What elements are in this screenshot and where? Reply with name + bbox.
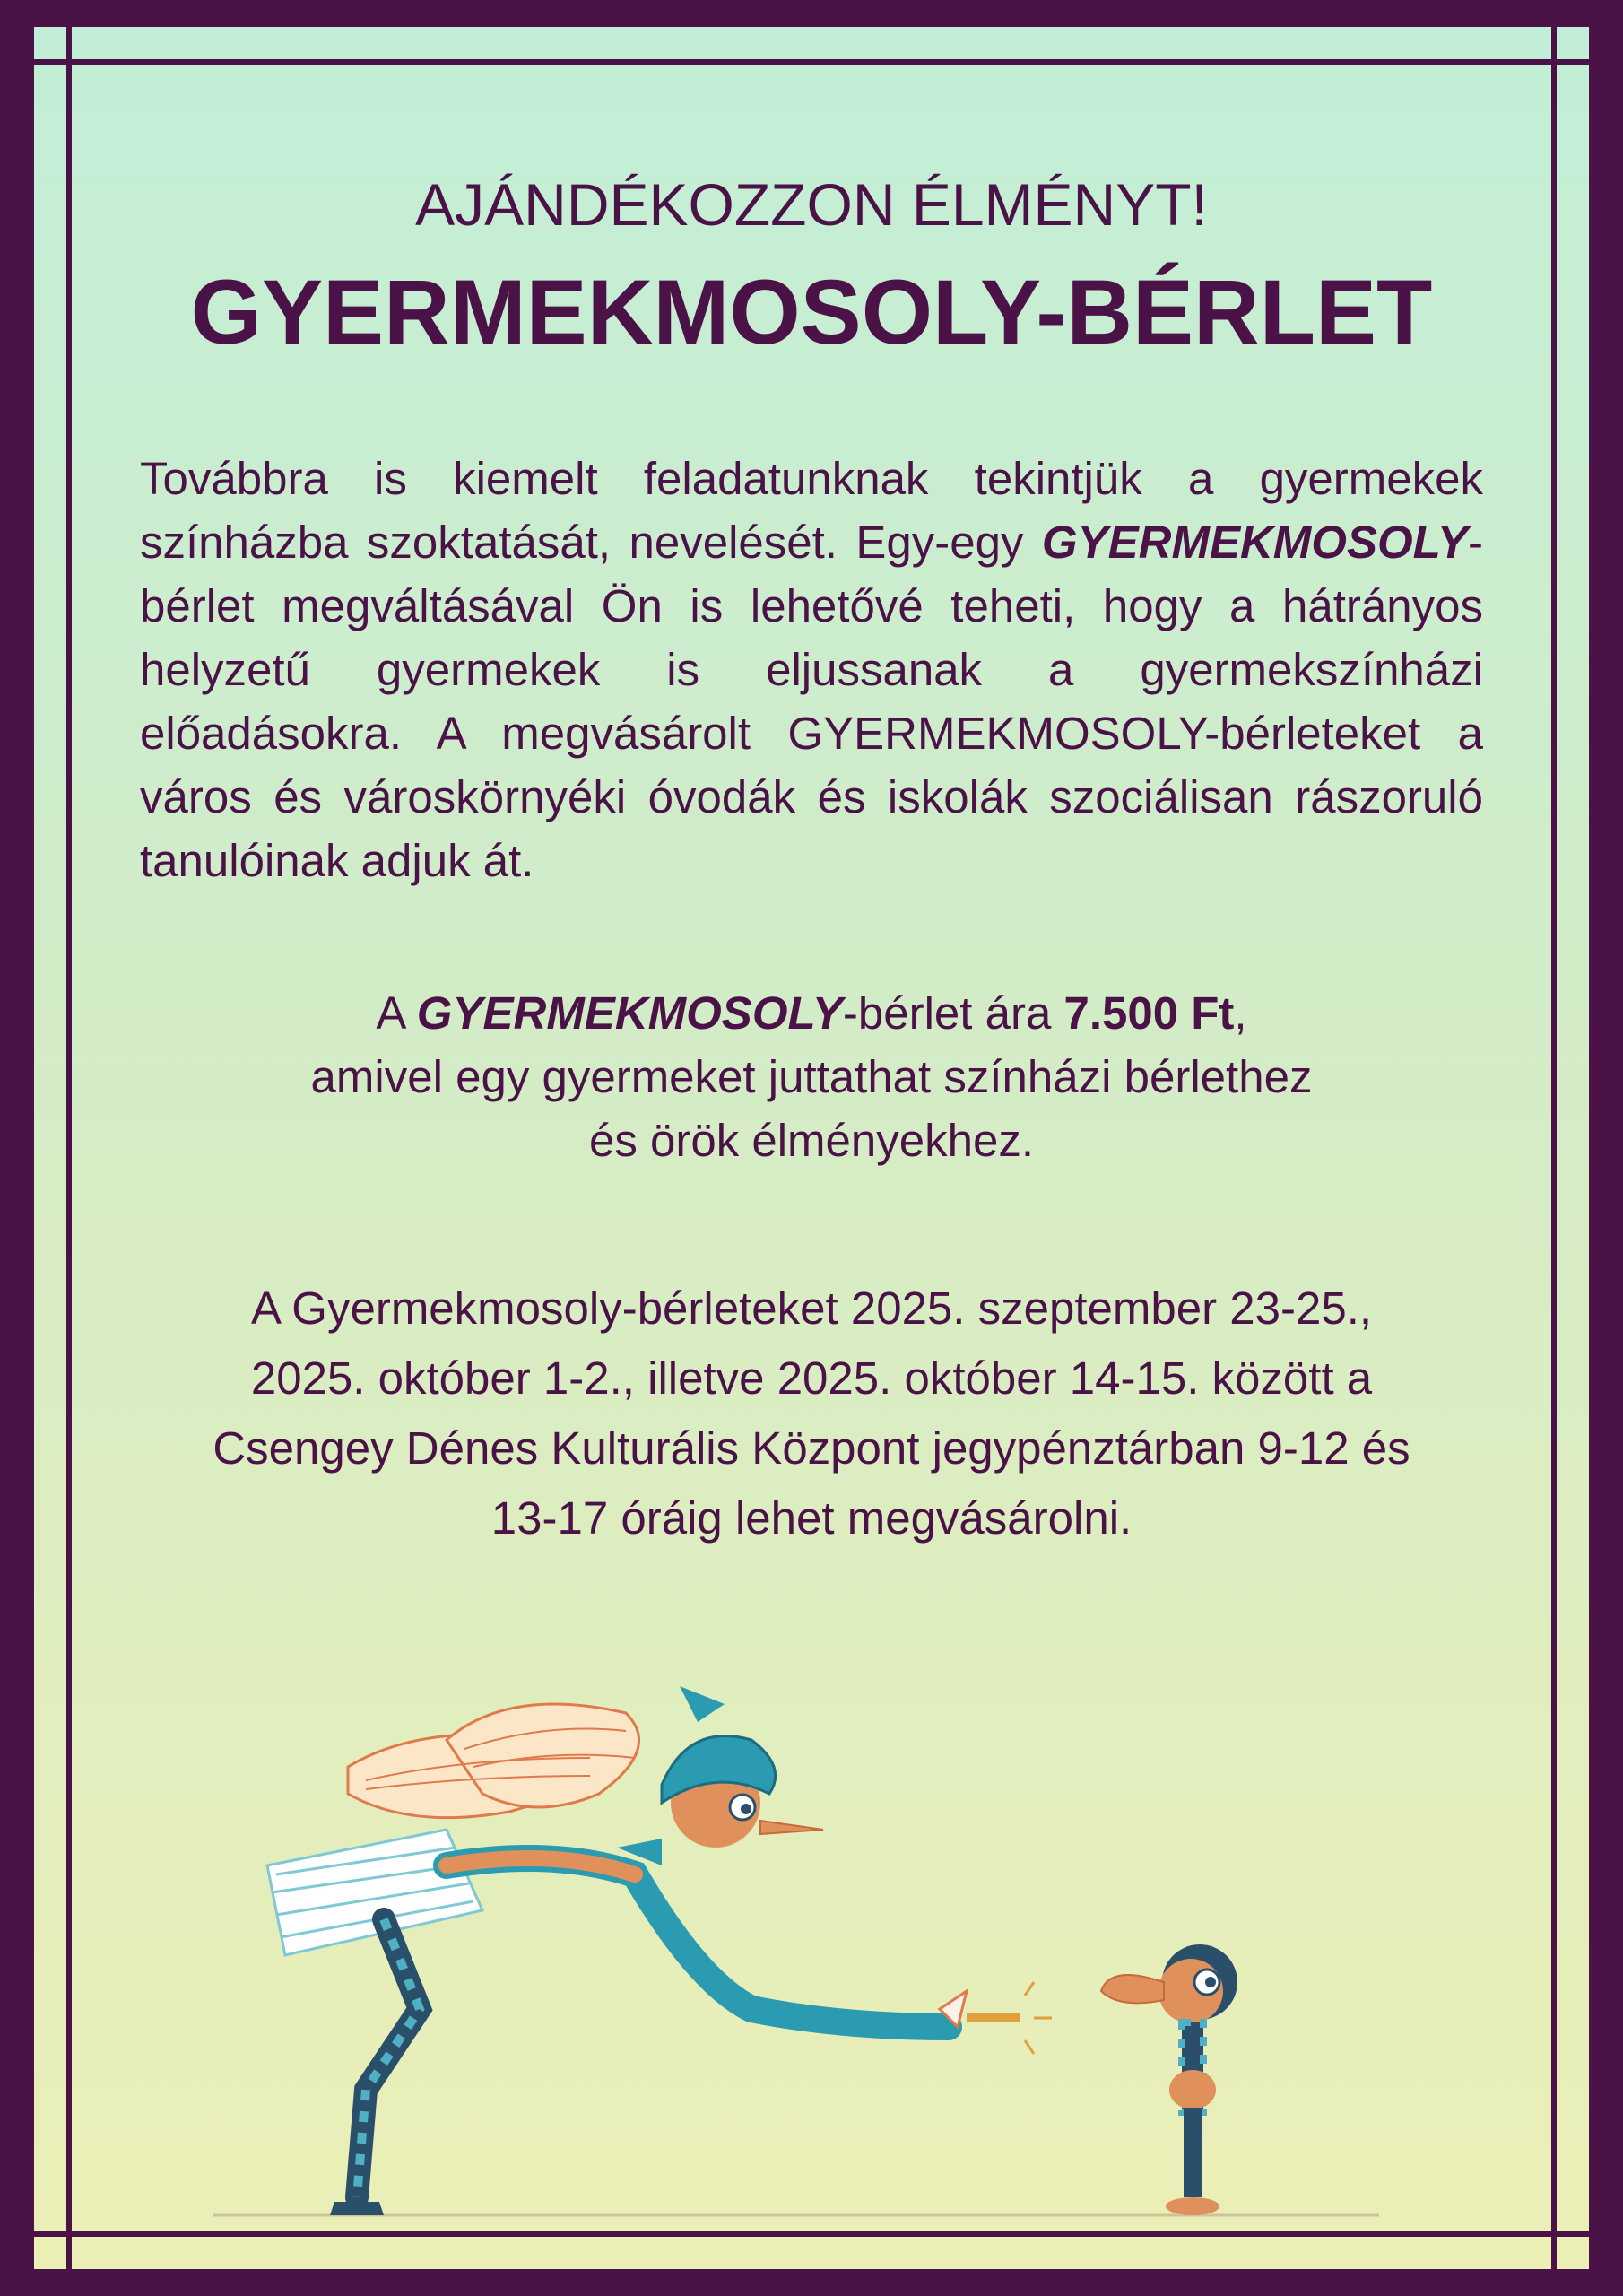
sale-line-3: Csengey Dénes Kulturális Központ jegypénztárban 9-12 és bbox=[213, 1422, 1410, 1474]
sale-info bbox=[124, 1274, 1499, 1553]
poster-title: GYERMEKMOSOLY-BÉRLET bbox=[190, 261, 1433, 363]
intro-text-1: Továbbra is kiemelt feladatunknak tekintjük a gyermekek színházba szoktatását, nevelését. Egy-egy bbox=[140, 453, 1483, 568]
sale-line-2: 2025. október 1-2., illetve 2025. október 14-15. között a bbox=[250, 1352, 1373, 1404]
legs bbox=[330, 1919, 420, 2215]
sale-line-4: 13-17 óráig lehet megvásárolni. bbox=[490, 1492, 1133, 1544]
poster-background bbox=[34, 27, 1589, 2269]
child-puppet bbox=[1101, 1944, 1237, 2215]
fairy-body bbox=[447, 1858, 949, 2027]
intro-text-2: -bérlet megváltásával Ön is lehetővé teheti, hogy a hátrányos helyzetű gyermekek is eljussanak a gyermekszínházi előadásokra. A megvásárolt GYERMEKMOSOLY-bérleteket a város és városkörnyéki óvodák és iskolák szociálisan rászoruló tanulóinak adjuk át. bbox=[140, 517, 1483, 886]
flower bbox=[940, 1982, 1052, 2054]
intro-brand: GYERMEKMOSOLY bbox=[1041, 517, 1469, 568]
price-line-2: amivel egy gyermeket juttathat színházi bérlethez bbox=[310, 1051, 1313, 1102]
price-block bbox=[34, 981, 1589, 1172]
frame-line-top bbox=[34, 59, 1589, 65]
price-line-1: A GYERMEKMOSOLY-bérlet ára 7.500 Ft, bbox=[376, 987, 1247, 1039]
wings bbox=[348, 1704, 639, 1818]
price-line-3: és örök élményekhez. bbox=[588, 1115, 1035, 1166]
sale-line-1: A Gyermekmosoly-bérleteket 2025. szeptember 23-25., bbox=[250, 1283, 1373, 1334]
eyebrow-heading: AJÁNDÉKOZZON ÉLMÉNYT! bbox=[415, 171, 1208, 238]
fairy-head bbox=[662, 1686, 823, 1848]
price-brand: GYERMEKMOSOLY bbox=[416, 987, 843, 1039]
price-amount: 7.500 Ft bbox=[1063, 987, 1235, 1039]
intro-paragraph bbox=[140, 447, 1483, 892]
tutu bbox=[267, 1830, 482, 1955]
fairy-child-illustration bbox=[213, 1686, 1379, 2242]
